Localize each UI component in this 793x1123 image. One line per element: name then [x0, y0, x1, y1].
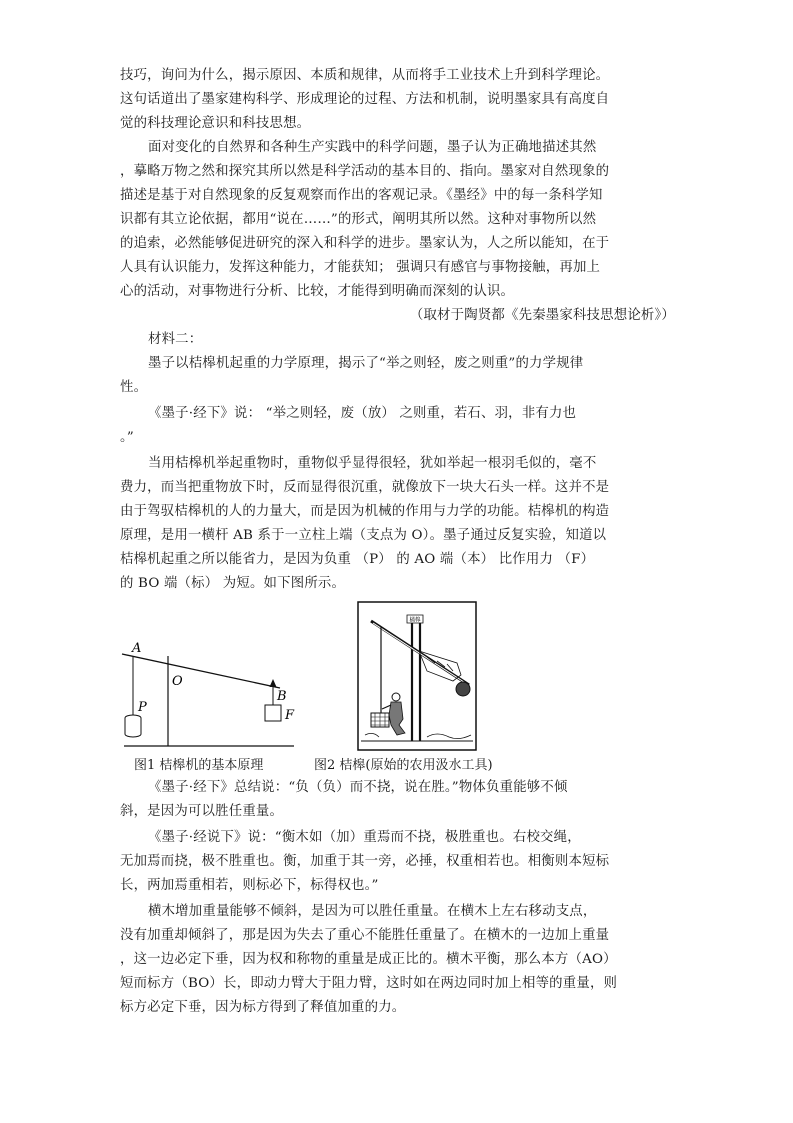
counterweight-stone: [456, 682, 470, 696]
label-b: B: [277, 689, 287, 704]
section-heading: 材料二：: [148, 332, 203, 347]
text-line: 标方必定下垂，因为标方得到了释值加重的力。: [120, 1000, 406, 1015]
text-line: 无加焉而挠，极不胜重也。衡，加重于其一旁，必捶，权重相若也。相衡则本短标: [120, 854, 610, 869]
text-line: 原理，是用一横杆 AB 系于一立柱上端（支点为 O）。墨子通过反复实验，知道以: [120, 528, 607, 543]
text-line: 桔槔机起重之所以能省力，是因为负重 （P） 的 AO 端（本） 比作用力 （F）: [120, 552, 595, 567]
text-line: 斜，是因为可以胜任重量。: [120, 804, 284, 819]
text-line: 横木增加重量能够不倾斜，是因为可以胜任重量。在横木上左右移动支点，: [148, 904, 597, 919]
text-line: 费力，而当把重物放下时，反而显得很沉重，就像放下一块大石头一样。这并不是: [120, 480, 610, 495]
text-line: 当用桔槔机举起重物时，重物似乎显得很轻，犹如举起一根羽毛似的，毫不: [148, 456, 597, 471]
text-line: 性。: [120, 380, 148, 395]
source-citation: （取材于陶贤都《先秦墨家科技思想论析》）: [409, 308, 675, 323]
text-line: 识都有其立论依据，都用“说在……”的形式，阐明其所以然。这种对事物所以然: [120, 212, 597, 227]
text-line: 的 BO 端（标） 为短。如下图所示。: [120, 576, 346, 591]
text-line: 描述是基于对自然现象的反复观察而作出的客观记录。《墨经》中的每一条科学知: [120, 188, 603, 203]
lever-diagram: [118, 636, 298, 752]
text-line: 技巧，询问为什么，揭示原因、本质和规律，从而将手工业技术上升到科学理论。: [120, 68, 610, 83]
text-line: 这句话道出了墨家建构科学、形成理论的过程、方法和机制，说明墨家具有高度自: [120, 92, 610, 107]
text-line: 《墨子·经下》说： “举之则轻，废（放） 之则重，若石、羽，非有力也: [148, 406, 577, 421]
label-f: F: [285, 708, 295, 723]
text-line: ，摹略万物之然和探究其所以然是科学活动的基本目的、指向。墨家对自然现象的: [120, 164, 610, 179]
figure-head: [392, 693, 400, 701]
text-line: 。”: [120, 430, 134, 445]
text-line: 觉的科技理论意识和科技思想。: [120, 116, 311, 131]
text-line: 短而标方（BO）长，即动力臂大于阻力臂，这时如在两边同时加上相等的重量，则: [120, 976, 618, 991]
text-line: 没有加重却倾斜了，那是因为失去了重心不能胜任重量了。在横木的一边加上重量: [120, 928, 610, 943]
lever-bar: [122, 654, 280, 688]
label-a: A: [132, 641, 142, 656]
figure2-caption: 图2 桔槔(原始的农用汲水工具): [314, 758, 493, 773]
text-line: 人具有认识能力，发挥这种能力，才能获知； 强调只有感官与事物接触，再加上: [120, 260, 601, 275]
text-line: 心的活动，对事物进行分析、比较，才能得到明确而深刻的认识。: [120, 284, 515, 299]
text-line: 《墨子·经说下》说：“衡木如（加）重焉而不挠，极胜重也。右校交绳，: [148, 830, 581, 845]
text-line: 的追索，必然能够促进研究的深入和科学的进步。墨家认为，人之所以能知，在于: [120, 236, 610, 251]
sign-text: 橘槔: [409, 617, 421, 624]
text-line: 墨子以桔槔机起重的力学原理，揭示了“举之则轻，废之则重”的力学规律: [148, 356, 584, 371]
figure1-caption: 图1 桔槔机的基本原理: [134, 758, 264, 773]
text-line: 《墨子·经下》总结说：“负（负）而不挠，说在胜。”物体负重能够不倾: [148, 780, 568, 795]
weight-p-cylinder: [125, 718, 141, 737]
text-line: 面对变化的自然界和各种生产实践中的科学问题，墨子认为正确地描述其然: [148, 140, 597, 155]
weight-f-box: [265, 705, 281, 721]
text-line: 由于驾驭桔槔机的人的力量大，而是因为机械的作用与力学的功能。桔槔机的构造: [120, 504, 610, 519]
arrow-up-icon: [270, 679, 277, 687]
label-p: P: [138, 700, 147, 715]
text-line: 长，两加焉重相若，则标必下，标得权也。”: [120, 878, 379, 893]
text-line: ，这一边必定下垂，因为权和称物的重量是成正比的。横木平衡，那么本方（AO）: [120, 952, 617, 967]
shadoof-illustration: [357, 601, 477, 751]
label-o: O: [172, 674, 183, 689]
